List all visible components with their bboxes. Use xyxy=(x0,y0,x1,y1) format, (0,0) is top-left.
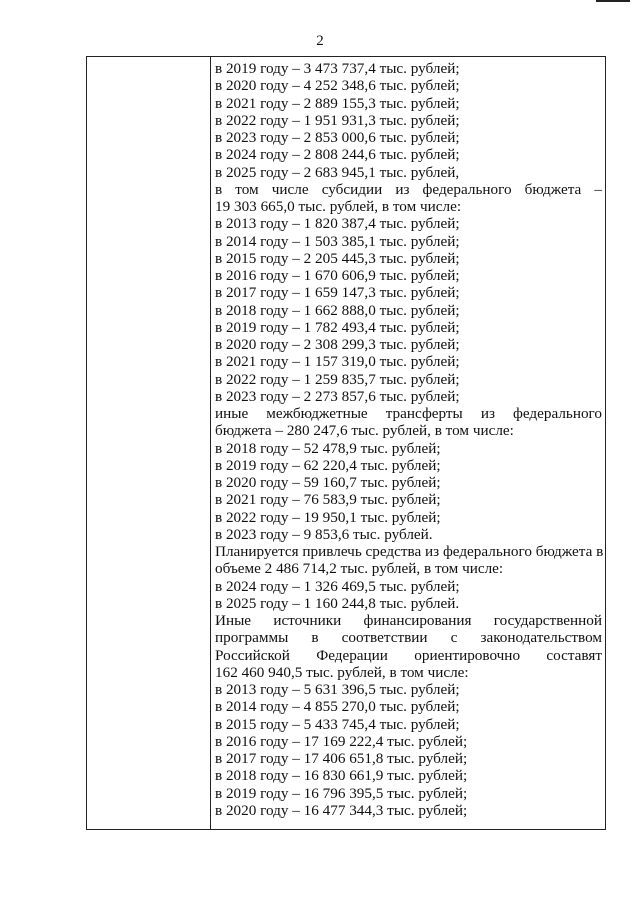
text-line: в 2025 году – 2 683 945,1 тыс. рублей, xyxy=(215,163,460,181)
text-line: в 2016 году – 1 670 606,9 тыс. рублей; xyxy=(215,267,460,284)
text-line: в 2015 году – 2 205 445,3 тыс. рублей; xyxy=(215,249,460,267)
text-line: программы в соответствии с законодательством xyxy=(215,629,602,647)
text-line: в 2024 году – 2 808 244,6 тыс. рублей; xyxy=(215,146,460,164)
text-line: в 2013 году – 5 631 396,5 тыс. рублей; xyxy=(215,681,460,698)
text-line: в 2019 году – 3 473 737,4 тыс. рублей; xyxy=(215,60,460,77)
corner-mark xyxy=(596,0,630,2)
text-line: в 2020 году – 16 477 344,3 тыс. рублей; xyxy=(215,801,468,819)
text-line: в 2017 году – 1 659 147,3 тыс. рублей; xyxy=(215,284,460,302)
text-line: в 2022 году – 19 950,1 тыс. рублей; xyxy=(215,508,441,526)
text-line: в том числе субсидии из федерального бюджета – xyxy=(215,180,602,198)
text-line: в 2023 году – 2 273 857,6 тыс. рублей; xyxy=(215,387,460,405)
text-line: в 2025 году – 1 160 244,8 тыс. рублей. xyxy=(215,594,460,612)
text-line: в 2014 году – 1 503 385,1 тыс. рублей; xyxy=(215,232,460,250)
text-line: бюджета – 280 247,6 тыс. рублей, в том числе: xyxy=(215,422,514,440)
text-line: в 2021 году – 76 583,9 тыс. рублей; xyxy=(215,491,441,509)
page-number: 2 xyxy=(316,33,324,49)
text-line: в 2024 году – 1 326 469,5 тыс. рублей; xyxy=(215,577,460,595)
text-line: в 2021 году – 1 157 319,0 тыс. рублей; xyxy=(215,353,460,371)
text-line: объеме 2 486 714,2 тыс. рублей, в том числе: xyxy=(215,560,504,578)
text-line: в 2018 году – 1 662 888,0 тыс. рублей; xyxy=(215,301,460,319)
text-line: в 2018 году – 16 830 661,9 тыс. рублей; xyxy=(215,767,468,785)
text-line: Иные источники финансирования государственной xyxy=(215,612,602,629)
text-line: в 2023 году – 2 853 000,6 тыс. рублей; xyxy=(215,129,460,146)
text-line: в 2022 году – 1 951 931,3 тыс. рублей; xyxy=(215,111,460,129)
table-right-column xyxy=(211,57,605,829)
text-line: в 2019 году – 62 220,4 тыс. рублей; xyxy=(215,456,441,474)
text-line: в 2022 году – 1 259 835,7 тыс. рублей; xyxy=(215,370,460,388)
text-line: в 2014 году – 4 855 270,0 тыс. рублей; xyxy=(215,698,460,716)
document-table xyxy=(86,56,606,830)
table-left-column xyxy=(87,57,211,829)
text-line: в 2016 году – 17 169 222,4 тыс. рублей; xyxy=(215,732,468,750)
text-line: в 2019 году – 1 782 493,4 тыс. рублей; xyxy=(215,318,460,336)
text-line: в 2013 году – 1 820 387,4 тыс. рублей; xyxy=(215,215,460,233)
text-line: в 2023 году – 9 853,6 тыс. рублей. xyxy=(215,525,433,543)
text-line: Планируется привлечь средства из федерального бюджета в xyxy=(215,543,604,560)
text-line: в 2020 году – 4 252 348,6 тыс. рублей; xyxy=(215,77,460,95)
text-line: в 2020 году – 2 308 299,3 тыс. рублей; xyxy=(215,336,460,353)
text-line: 19 303 665,0 тыс. рублей, в том числе: xyxy=(215,198,462,215)
text-line: Российской Федерации ориентировочно составят xyxy=(215,646,602,664)
text-line: в 2017 году – 17 406 651,8 тыс. рублей; xyxy=(215,750,468,767)
text-line: в 2015 году – 5 433 745,4 тыс. рублей; xyxy=(215,715,460,733)
text-line: 162 460 940,5 тыс. рублей, в том числе: xyxy=(215,663,469,681)
text-line: иные межбюджетные трансферты из федерального xyxy=(215,405,602,422)
text-line: в 2018 году – 52 478,9 тыс. рублей; xyxy=(215,439,441,457)
text-line: в 2020 году – 59 160,7 тыс. рублей; xyxy=(215,474,441,491)
text-line: в 2021 году – 2 889 155,3 тыс. рублей; xyxy=(215,94,460,112)
text-line: в 2019 году – 16 796 395,5 тыс. рублей; xyxy=(215,784,468,802)
